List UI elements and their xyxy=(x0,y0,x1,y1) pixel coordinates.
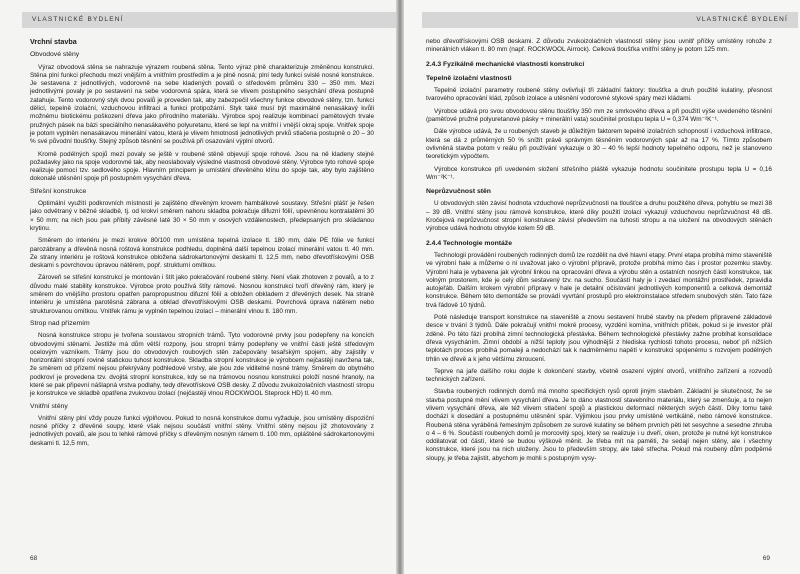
paragraph: Stavba roubených rodinných domů má mnoho specifických rysů oproti jiným stavbám. Základní je skutečnost, že se stavba postupně mění vlivem vysychání dřeva. Je to dáno vlastností stavebního materiálu, který se zmenšuje, a to nejen vlivem vysychání dřeva, ale též vlivem stlačení spojů a plastickou deformací některých svých částí. Díky tomu také dochází k dosedání a postupnému utěsnění spár. Výjimkou jsou prvky umístěné vertikálně, nebo rámové konstrukce. Roubená stěna vyráběná řemeslným způsobem ze surové kulatiny se během prvních pěti let sesychne a sesedne zhruba o 4 – 6 %. Součástí roubených domů je morcovitý spoj, který se realizuje i u dveří, oken, protože je nutné kýt konstrukce oddilatovat od částí, které se budou výškově měnit. Je třeba mít na paměti, že sedají nejen stěny, ale i všechny konstrukce, které jsou na nich uloženy. Jsou to především stropy, ale také střecha. Pokud má roubený dům podpěrné sloupy, je třeba zajistit, abychom je mohli s postupným vysy- xyxy=(426,388,772,462)
paragraph: Zároveň se střešní konstrukcí je montován i štít jako pokračování roubené stěny. Není však zhotoven z povalů, a to z důvodu malé stability konstrukce. Výrobce proto používá štíty rámové. Nosnou konstrukci tvoří dřevěný rám, který je směrem do vnějšího prostoru opatřen paropropustnou difuzní fólií a obložen obkladem z dřevěných desek. Na straně interiéru je umístěna parotěsná zábrana a obklad dřevotřískovými OSB deskami. Povrchová úprava nátěrem nebo strukturovanou omítkou. Vnitřek rámu je vyplněn tepelnou izolací – minerální vlnou tl. 180 mm. xyxy=(30,274,374,315)
section-heading: 2.4.4 Technologie montáže xyxy=(426,239,512,247)
paragraph: Optimální využití podkrovních místností je zajištěno dřevěným krovem hambálkové soustavy. Střešní plášť je řešen jako odvětraný v běžné skladbě, tj. od krokví směrem nahoru skladba pokračuje difuzní fólií, upevněnou kontralatěmi 30 × 50 mm; na nich jsou pak příbitý závěsné latě 30 × 50 mm v osových vzdálenostech, předepsaných pro skládanou krytinu. xyxy=(30,200,374,232)
page-number: 69 xyxy=(762,555,770,562)
paragraph: Teprve na jaře dalšího roku dojde k dokončení stavby, včetně osazení výplní otvorů, vnitřního zařízení a rozvodů technických zařízení. xyxy=(426,367,772,384)
paragraph: Nosná konstrukce stropu je tvořena soustavou stropních trámů. Tyto vodorovné prvky jsou podepřeny na koncích obvodovými stěnami. Jestliže má dům větší rozpony, jsou stropní trámy podepřeny ve vnitřní části ještě středovým ocelovým vazníkem. Trámy jsou do obvodových roubových stěn začepovány tesařským spojem, aby zajistily v horizontální stropní rovině statickou tuhost konstrukce. Skladba stropní konstrukce je výrobcem nejčastěji navržena tak, že směrem od přízemí nejsou překrývány podhledové vrstvy, ale jsou zde viditelné nosné trámy. Směrem do obytného podkroví je provedena tzv. dvojitá stropní konstrukce, kdy se na trámovou nosnou konstrukci položí nosné hranoly, na které se pak připevní nášlapná vrstva podlahy, tedy dřevotřískové OSB desky. Z důvodu zvukoizolačních vlastností stropu je konstrukce ve skladbě opatřena zvukovou izolací (nejčastěji vlnou ROCKWOOL Steprock HD) tl. 40 mm. xyxy=(30,332,374,398)
subsection-heading: Vnitřní stěny xyxy=(30,402,68,410)
paragraph: Výrobce konstrukce při uvedeném složení střešního pláště vykazuje hodnotu součinitele prostupu tepla U = 0,16 Wm⁻²K⁻¹. xyxy=(426,165,772,181)
paragraph: Poté následuje transport konstrukce na staveniště a znovu sestavení hrubé stavby na předem připravené základové desce v trvání 3 týdnů. Dále pokračují vnitřní mokré procesy, vyzdění komína, vnitřních příček, pokud si je investor přál zděné. Po této fázi probíhá zimní technologická přestávka. Během technologické přestávky zažne probíhat konsolidace dřeva vysycháním. Zimní období a nižší teploty jsou výhodnější z hlediska rychlosti tohoto procesu, neboť při nižších teplotách proces probíhá pomaleji a nedochází tak k nadměrnému napětí v konstrukci spojenému s rozvojem podélných trhlin ve dřevě a k jeho většímu zkroucení. xyxy=(426,314,772,363)
left-page-content xyxy=(30,38,374,546)
running-head: VLASTNICKÉ BYDLENÍ xyxy=(422,12,798,28)
paragraph: Technologii provádění roubených rodinných domů lze rozdělit na dvě hlavní etapy. První etapa probíhá mimo staveniště ve výrobní hale a můžeme o ní uvažovat jako o výrobní přípravě, protože probíhá mimo čas i prostor pozemku stavby. Výrobní hala je vybavena jak výrobní linkou na opracování dřeva a výrobu stěn a ostatních nosných částí konstrukce, tak volným prostorem, kde je celý dům sestavený tzv. na sucho. Součástí haly je i zvedací montážní prostředek, zpravidla autojeřáb. Dalším krokem výrobní přípravy v hale je detailní očíslování jednotlivých komponentů a celková demontáž konstrukce. Během této demontáže se provádí vyvrtání prostupů pro elektroinstalace středem snubových stěn. Tato fáze trvá řádově 10 týdnů. xyxy=(426,251,772,309)
paragraph: Vnitřní stěny plní vždy pouze funkci výplňovou. Pokud to nosná konstrukce domu vyžaduje, jsou umístěny dispoziční nosné příčky z dřevěné soupy, které však nejsou součástí vnitřní stěny. Vnitřní stěny nejsou již zhotovovány z jednotlivých povalů, ale jsou to lehké rámové příčky s dřevěným nosným rámem tl. 100 mm, opláštěné sádrokartonovými deskami tl. 12,5 mm, xyxy=(30,414,374,447)
paragraph: Dále výrobce udává, že u roubených staveb je důležitým faktorem tepelně izolačních schopností i vzduchová infiltrace, která se dá z průměrných 50 % snížit právě správným těsněním vodorovných spár až na 17 %. Tímto způsobem ovlivněná stavba potom v reálu při používání vykazuje o 30 – 40 % lepší hodnoty tepelného odporu, než je stanoveno teoretickým výpočtem. xyxy=(426,128,772,161)
subsection-heading: Strop nad přízemím xyxy=(30,319,90,327)
subsection-heading: Neprůzvučnost stěn xyxy=(426,188,491,196)
left-page xyxy=(0,0,396,574)
paragraph: U obvodových stěn závisí hodnota vzduchové neprůzvučnosti na tloušťce a druhu použitého dřeva, pohyblu se mezi 38 – 39 dB. Vnitřní stěny jsou rámové konstrukce, které díky použití izolací vykazují vzduchovou neprůzvučnost 48 dB. Kročejová neprůzvučnost stropní konstrukce závisí především na tuhosti stropu a na uložení na obvodových stěnách výrobce udává hodnotu obvykle kolem 59 dB. xyxy=(426,200,772,233)
book-gutter xyxy=(396,0,404,574)
right-page-content xyxy=(426,38,772,546)
section-heading: Vrchní stavba xyxy=(30,37,77,46)
subsection-heading: Obvodové stěny xyxy=(30,51,80,59)
running-head: VLASTNICKÉ BYDLENÍ xyxy=(22,12,396,28)
subsection-heading: Střešní konstrukce xyxy=(30,187,87,195)
paragraph: Výraz obvodová stěna se nahrazuje výrazem roubená stěna. Tento výraz plně charakterizuje změněnou konstrukci. Stěna plní funkci přechodu mezi vnějším a vnitřním prostředím a je plně nosná; plní tedy funkci svislé nosné konstrukce. Je sestavena z jednotlivých, vodorovně na sebe kladených povalů o středovém průměru 330 – 350 mm. Mezi jednotlivými povaly je po sestavení na sebe vodorovná spára, která se vlivem postupného sesychání dřeva postupně zatahuje. Tento vodorovný styk dvou povalů je proveden tak, aby zabezpečil všechny funkce obvodové stěny, tzn. funkci dělicí, tepelně izolační, vzduchovou infiltraci a funkci protipožární. Styk také musí být maximálně nenasákavý kvůli možnému biotickému poškození dřeva jako přírodního materiálu. Výrobce spoj realizuje kombinací pamětových trvale pružných pásek na bázi speciálního nenasákavého polyuretanu, které se lepí na vnitřní i vnější okraj spoje. Vnitřek spoje je potom vyplněn nenasákavou minerální vatou, která je vlivem hmotnosti jednotlivých prvků stlačena postupně o 20 – 30 % své původní tloušťky. Stejný způsob těsnění se používá při osazování výplní otvorů. xyxy=(30,63,374,146)
paragraph: Směrem do interiéru je mezi krokve 80/100 mm umístěna tepelná izolace tl. 180 mm, dále PE fólie ve funkci parozábrany a dřevěná nosná roštová konstrukce podhledu, doplněná další tepelnou izolací minerální vatou tl. 40 mm. Ze strany interiéru je roštová konstrukce obložena sádrokartonovými deskami tl. 12,5 mm, nebo dřevotřískovými OSB deskami s povrchovou úpravou nátěrem, popř. strukturní omítkou. xyxy=(30,237,374,270)
page-number: 68 xyxy=(30,555,38,562)
paragraph: Výrobce udává pro svou obvodovou stěnu tloušťky 350 mm ze smrkového dřeva a při použití výše uvedeného těsnění (paměťové pružné polyuretanové pásky + minerální vata) součinitel prostupu tepla U = 0,374 Wm⁻²K⁻¹. xyxy=(426,107,772,124)
paragraph: Kromě podélných spojů mezi povaly se ještě v roubené stěně objevují spoje rohové. Jsou na ně kladeny stejné požadavky jako na spoje vodorovné tak, aby neoslabovaly výsledné vlastnosti obvodové stěny. Výrobce tyto rohové spoje realizuje pomocí tzv. sedlového spoje. Hlavním principem je umístění dřevěného klínu do spoje tak, aby bylo zajištěno dokonalé utěsnění spoje při postupném vysychání dřeva. xyxy=(30,150,374,183)
section-heading: 2.4.3 Fyzikálně mechanické vlastnosti konstrukcí xyxy=(426,60,585,68)
paragraph: nebo dřevotřískovými OSB deskami. Z důvodu zvukoizolačních vlastností stěny jsou uvnitř příčky umístěny rohože z minerálních vláken tl. 80 mm (např. ROCKWOOL Airrock). Celková tloušťka vnitřní stěny je potom 125 mm. xyxy=(426,38,772,54)
paragraph: Tepelně izolační parametry roubené stěny ovlivňují tři základní faktory: tloušťka a druh použité kulatiny, přesnost tvarového opracování klád, způsob izolace a utěsnění vodorovné stykové spáry mezi kládami. xyxy=(426,87,772,103)
subsection-heading: Tepelně izolační vlastnosti xyxy=(426,74,512,82)
right-page xyxy=(404,0,800,574)
